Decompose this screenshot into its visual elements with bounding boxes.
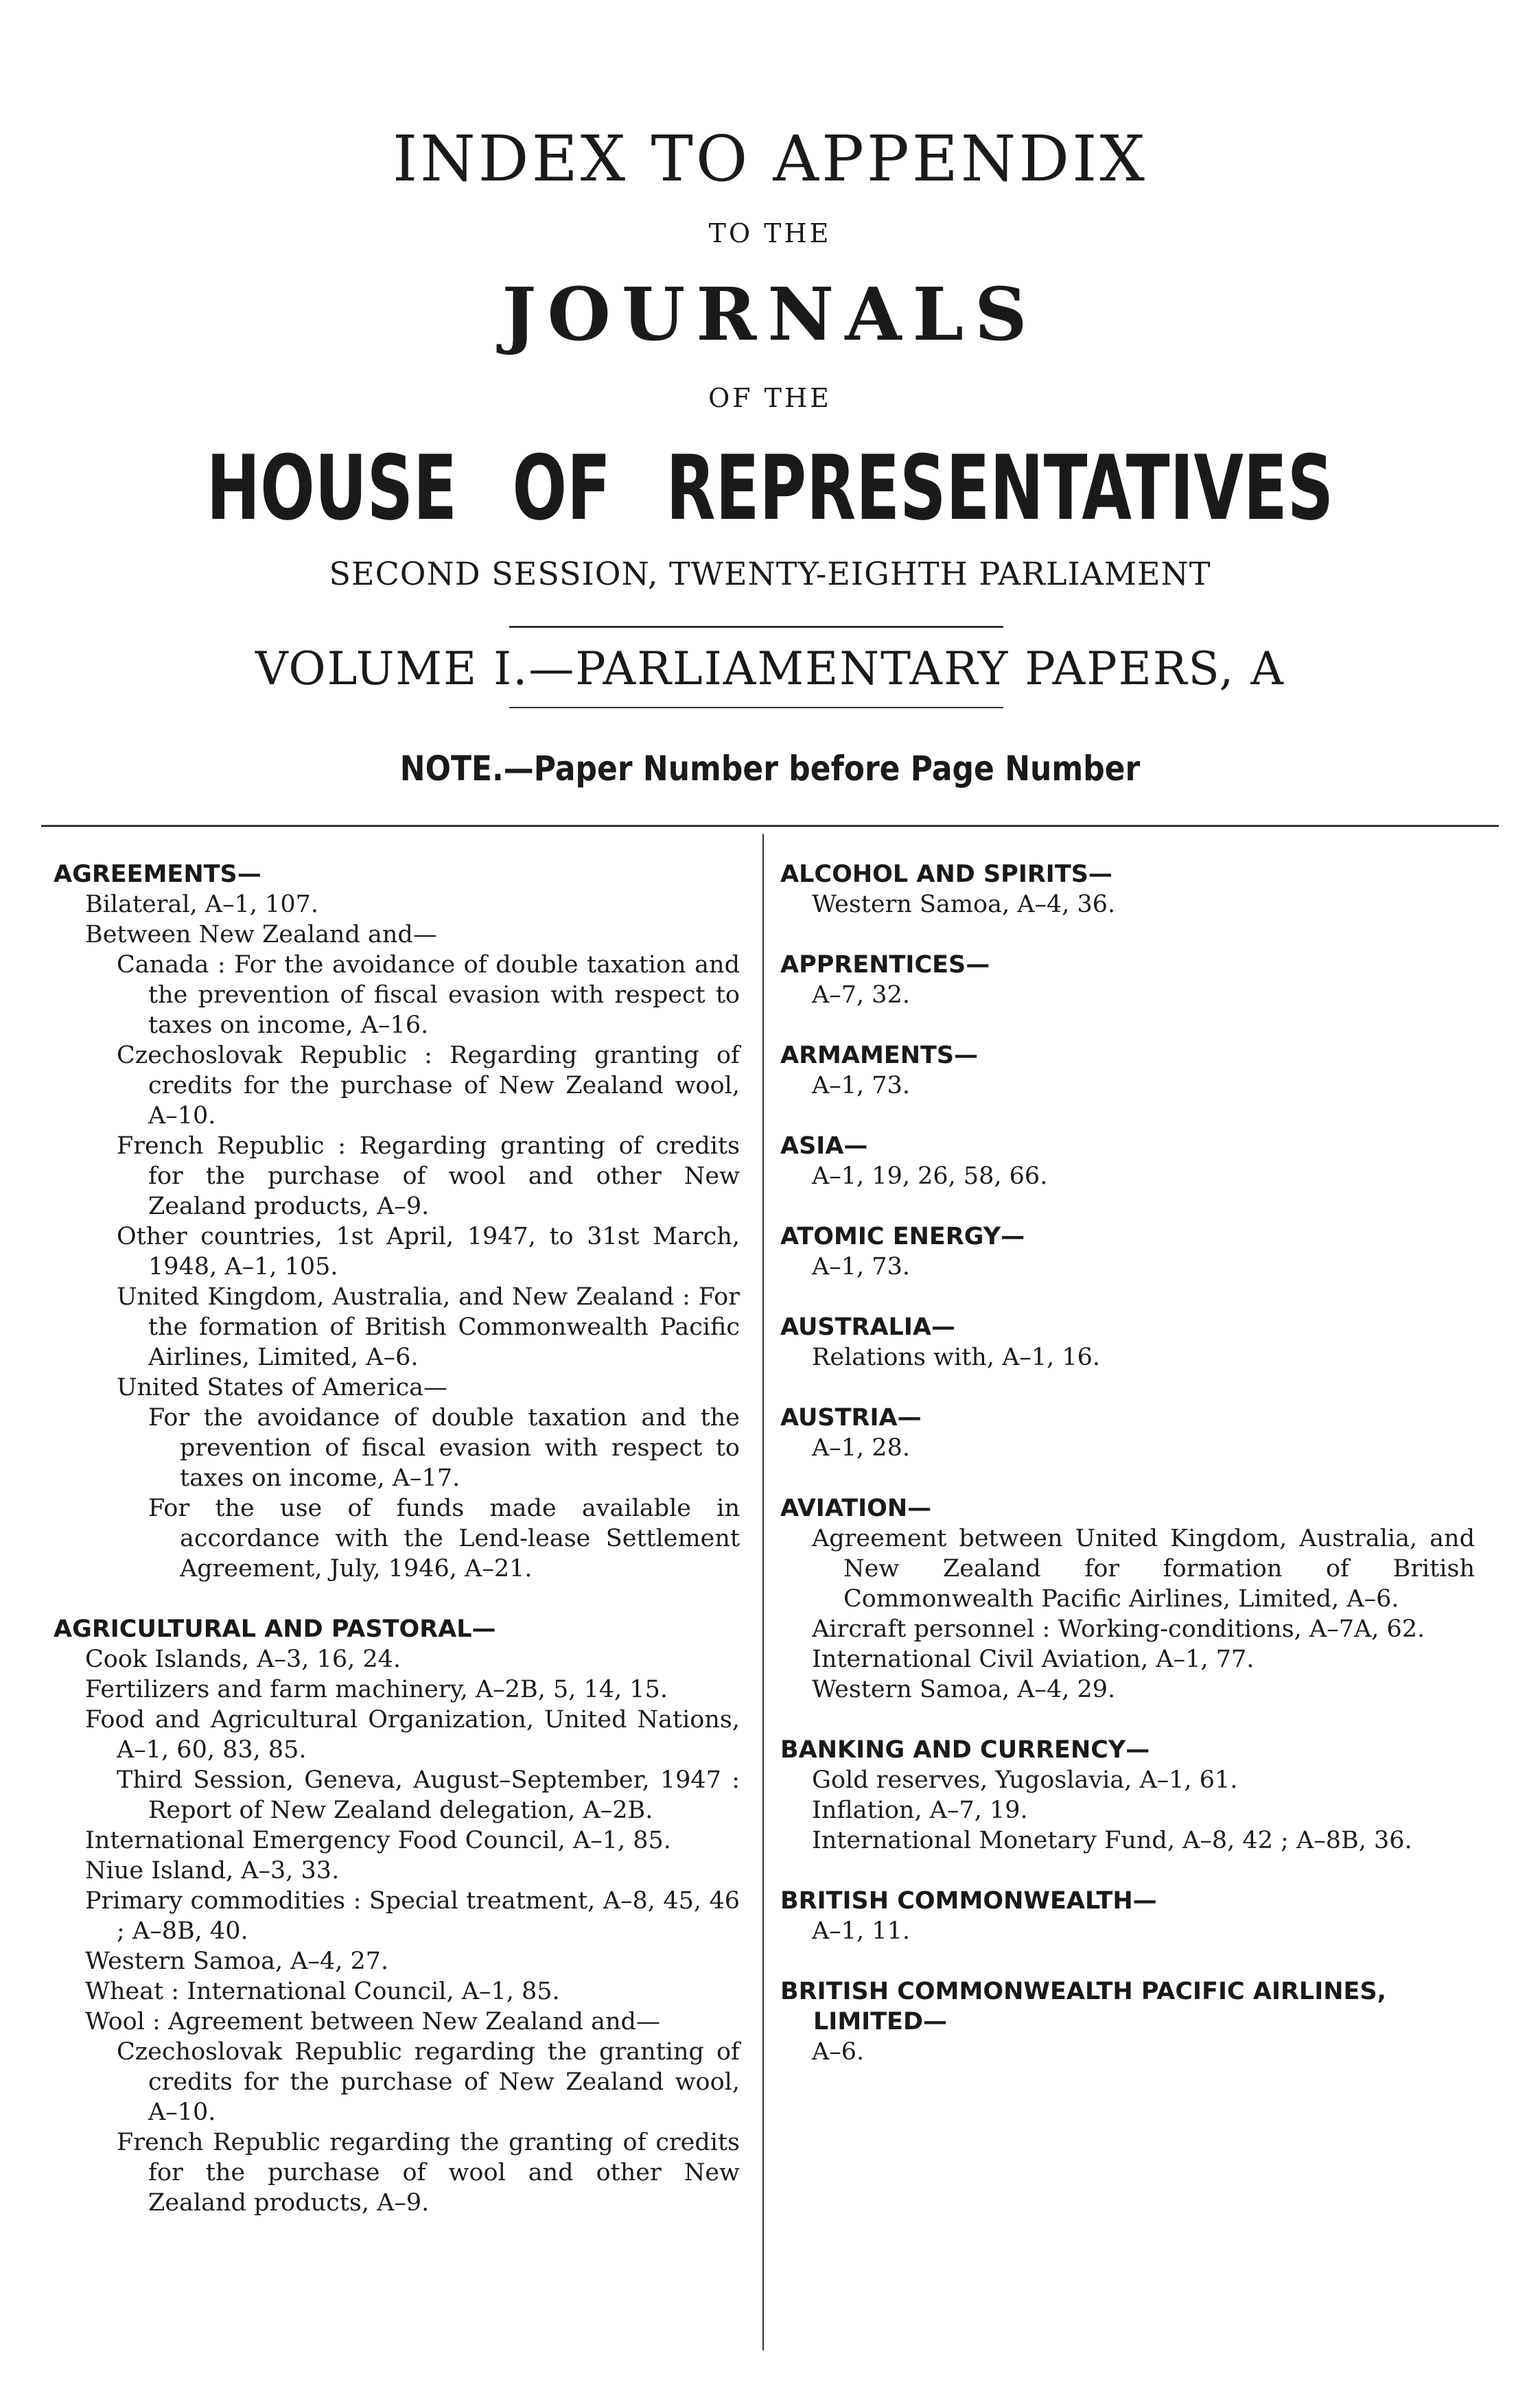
entry-item: A–1, 28. <box>812 1434 910 1462</box>
entry-heading: AUSTRALIA— <box>780 1314 955 1341</box>
index-entry-aviation <box>780 1493 1475 1705</box>
entry-item: Wheat : International Council, A–1, 85. <box>85 1978 560 2005</box>
entry-item: French Republic : Regarding granting of credits for the purchase of wool and other New Zealand products, A–9. <box>117 1132 740 1220</box>
entry-item: United Kingdom, Australia, and New Zealand : For the formation of British Commonwealth Pacific Airlines, Limited, A–6. <box>117 1283 740 1371</box>
index-entry-austria <box>780 1403 1475 1463</box>
entry-heading: ALCOHOL AND SPIRITS— <box>780 861 1112 888</box>
index-entry-australia <box>780 1312 1475 1373</box>
entry-item: Gold reserves, Yugoslavia, A–1, 61. <box>812 1766 1238 1794</box>
entry-item: A–1, 11. <box>812 1917 910 1945</box>
entry-heading: AGRICULTURAL AND PASTORAL— <box>54 1615 496 1643</box>
entry-item: Relations with, A–1, 16. <box>812 1344 1101 1371</box>
entry-heading: ASIA— <box>780 1132 868 1160</box>
index-entry-armaments <box>780 1040 1475 1101</box>
entry-item: Canada : For the avoidance of double taxation and the prevention of fiscal evasion with respect to taxes on income, A–16. <box>117 951 740 1039</box>
entry-item: Primary commodities : Special treatment, A–8, 45, 46 ; A–8B, 40. <box>85 1887 740 1945</box>
page-divider <box>41 825 1499 827</box>
index-entry-banking <box>780 1735 1475 1856</box>
journals-title: JOURNALS <box>502 271 1038 357</box>
entry-heading: BRITISH COMMONWEALTH PACIFIC AIRLINES, LIMITED— <box>780 1978 1386 2035</box>
entry-heading: ATOMIC ENERGY— <box>780 1223 1025 1250</box>
entry-heading: AVIATION— <box>780 1495 932 1522</box>
entry-item: A–1, 19, 26, 58, 66. <box>812 1163 1048 1190</box>
index-entry-alcohol <box>780 859 1475 920</box>
entry-heading: APPRENTICES— <box>780 951 990 979</box>
entry-item: Western Samoa, A–4, 27. <box>85 1948 389 1975</box>
title-divider-bottom <box>509 707 1003 708</box>
entry-item: For the use of funds made available in accordance with the Lend-lease Settlement Agreement, July, 1946, A–21. <box>148 1495 740 1583</box>
entry-item: Other countries, 1st April, 1947, to 31st March, 1948, A–1, 105. <box>117 1223 740 1281</box>
entry-item: Western Samoa, A–4, 29. <box>812 1676 1116 1703</box>
entry-item: Czechoslovak Republic : Regarding granting of credits for the purchase of New Zealand wool, A–10. <box>117 1042 740 1130</box>
to-the-label: TO THE <box>708 218 832 248</box>
of-the-label: OF THE <box>708 383 832 413</box>
entry-item: Fertilizers and farm machinery, A–2B, 5, 14, 15. <box>85 1676 668 1703</box>
index-entry-british-commonwealth <box>780 1886 1475 1946</box>
entry-item: International Monetary Fund, A–8, 42 ; A–8B, 36. <box>812 1827 1412 1854</box>
entry-heading: AUSTRIA— <box>780 1404 922 1432</box>
entry-heading: BRITISH COMMONWEALTH— <box>780 1887 1157 1915</box>
entry-item: United States of America— <box>117 1374 448 1401</box>
entry-item: Food and Agricultural Organization, United Nations, A–1, 60, 83, 85. <box>85 1706 740 1764</box>
left-column <box>54 859 740 2218</box>
index-entry-atomic-energy <box>780 1222 1475 1282</box>
entry-item: Third Session, Geneva, August–September, 1947 : Report of New Zealand delegation, A–2B. <box>117 1766 740 1824</box>
entry-item: Agreement between United Kingdom, Australia, and New Zealand for formation of British Commonwealth Pacific Airlines, Limited, A–6. <box>812 1525 1475 1613</box>
index-entry-bcpa <box>780 1976 1475 2067</box>
session-line: SECOND SESSION, TWENTY-EIGHTH PARLIAMENT <box>329 555 1211 592</box>
entry-item: Czechoslovak Republic regarding the granting of credits for the purchase of New Zealand wool, A–10. <box>117 2038 740 2126</box>
entry-heading: BANKING AND CURRENCY— <box>780 1736 1150 1764</box>
index-entry-agreements <box>54 859 740 1584</box>
entry-item: Between New Zealand and— <box>85 921 437 948</box>
house-title: HOUSE OF REPRESENTATIVES <box>206 436 1334 540</box>
index-title: INDEX TO APPENDIX <box>392 122 1148 196</box>
entry-item: A–6. <box>812 2038 865 2066</box>
entry-item: International Civil Aviation, A–1, 77. <box>812 1646 1255 1673</box>
entry-item: International Emergency Food Council, A–1, 85. <box>85 1827 671 1854</box>
entry-heading: ARMAMENTS— <box>780 1042 979 1069</box>
right-column <box>780 859 1475 2067</box>
entry-item: Wool : Agreement between New Zealand and— <box>85 2008 660 2035</box>
entry-heading: AGREEMENTS— <box>54 861 261 888</box>
entry-item: A–1, 73. <box>812 1072 910 1099</box>
entry-item: Cook Islands, A–3, 16, 24. <box>85 1646 401 1673</box>
entry-item: Aircraft personnel : Working-conditions, A–7A, 62. <box>812 1615 1425 1643</box>
title-divider-top <box>509 626 1003 628</box>
entry-item: Western Samoa, A–4, 36. <box>812 891 1116 918</box>
entry-item: For the avoidance of double taxation and the prevention of fiscal evasion with respect to taxes on income, A–17. <box>148 1404 740 1492</box>
entry-item: French Republic regarding the granting of credits for the purchase of wool and other New Zealand products, A–9. <box>117 2129 740 2217</box>
column-divider <box>762 834 764 2350</box>
index-entry-asia <box>780 1131 1475 1191</box>
entry-item: A–7, 32. <box>812 981 910 1009</box>
index-entry-apprentices <box>780 950 1475 1010</box>
note-line: NOTE.—Paper Number before Page Number <box>399 749 1141 789</box>
entry-item: A–1, 73. <box>812 1253 910 1281</box>
entry-item: Niue Island, A–3, 33. <box>85 1857 340 1884</box>
index-entry-agricultural <box>54 1614 740 2218</box>
entry-item: Inflation, A–7, 19. <box>812 1797 1028 1824</box>
volume-line: VOLUME I.—PARLIAMENTARY PAPERS, A <box>255 642 1285 695</box>
entry-item: Bilateral, A–1, 107. <box>85 891 319 918</box>
